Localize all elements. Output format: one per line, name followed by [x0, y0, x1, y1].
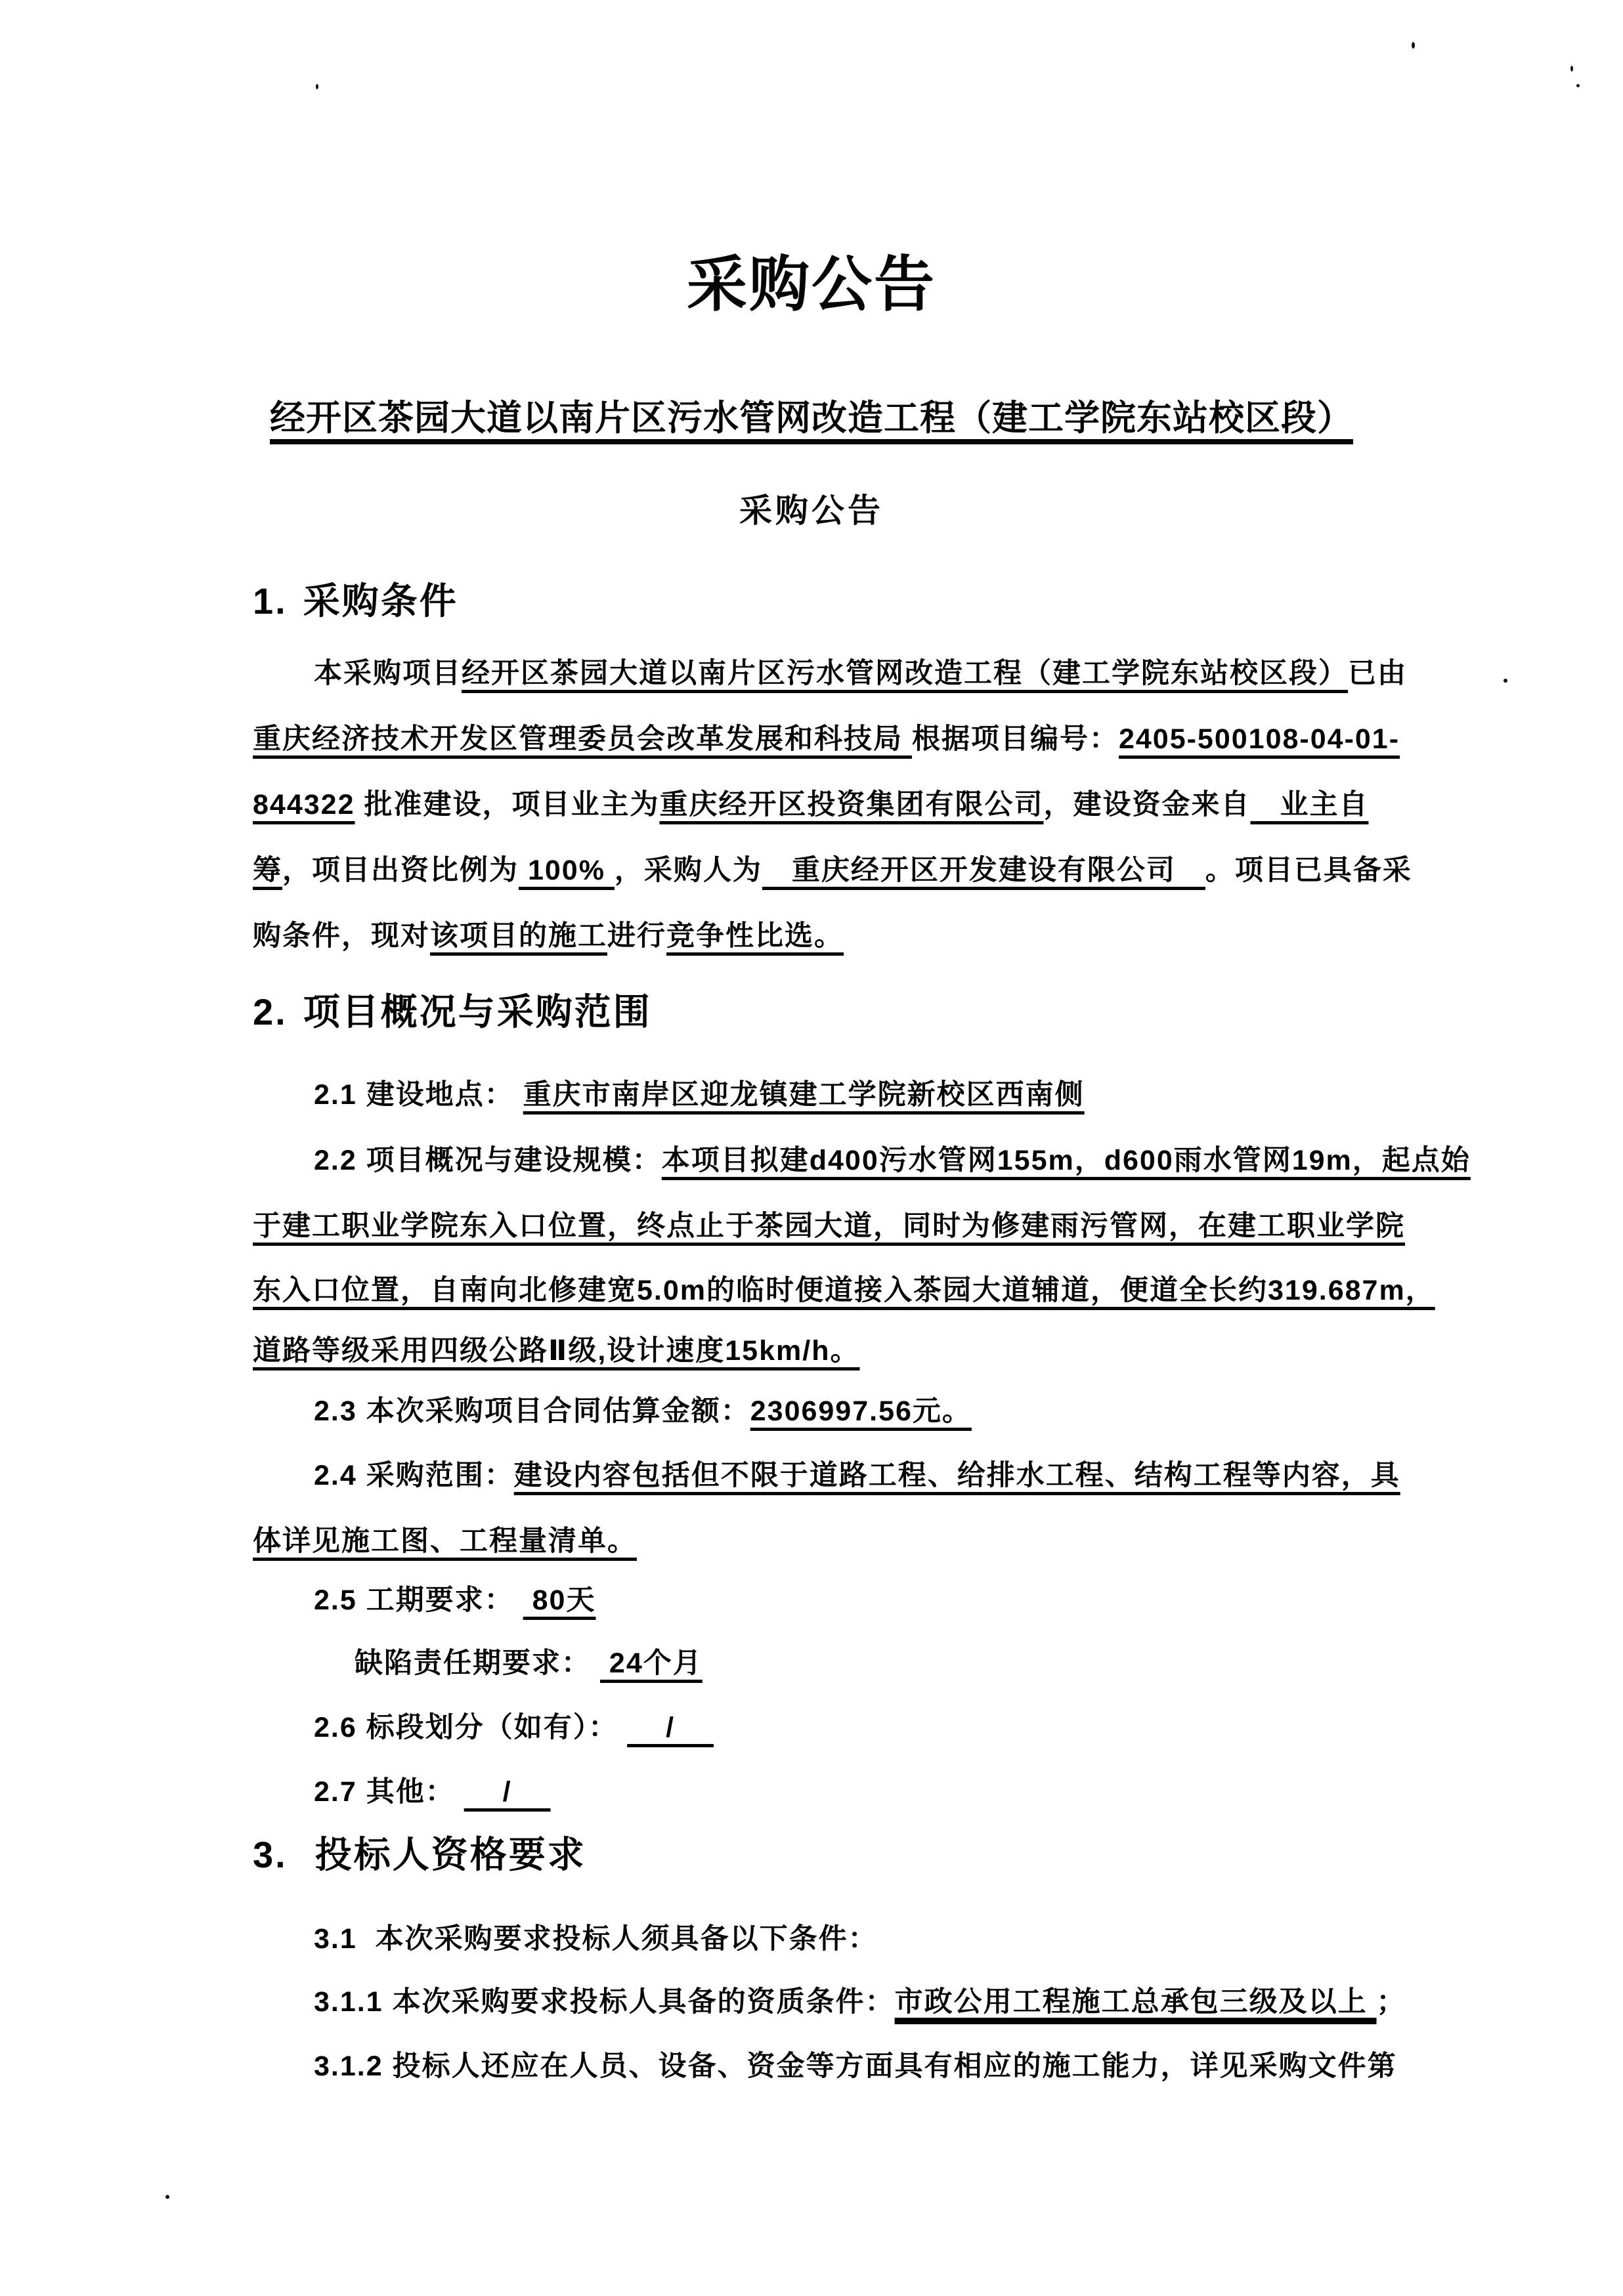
text-segment: 采购条件	[303, 580, 458, 622]
item-3-1-conditions	[314, 1917, 878, 1957]
text-segment: 缺陷责任期要求：	[355, 1648, 600, 1679]
text-segment: 2.7 其他：	[314, 1776, 464, 1808]
announcement-subtitle: 采购公告	[739, 492, 884, 529]
main-title: 采购公告	[686, 251, 936, 318]
underlined-text-segment: 80天	[523, 1584, 596, 1616]
text-segment: ，建设资金来自	[1043, 789, 1251, 820]
underlined-text-segment: 24个月	[599, 1648, 703, 1679]
scan-speck	[1576, 84, 1580, 87]
section-2-heading	[253, 983, 652, 1036]
scan-speck	[316, 84, 318, 89]
scan-speck	[1570, 66, 1573, 72]
underlined-text-segment: 建设内容包括但不限于道路工程、给排水工程、结构工程等内容，具	[513, 1460, 1400, 1491]
text-segment: 。项目已具备采	[1205, 855, 1412, 886]
underlined-text-segment: 于建工职业学院东入口位置，终点止于茶园大道，同时为修建雨污管网，在建工职业学院	[253, 1210, 1405, 1242]
s1-paragraph-line-1	[314, 651, 1407, 691]
underlined-text-segment: 100%	[519, 855, 615, 886]
text-segment: ；	[1376, 1986, 1406, 2018]
scan-speck	[165, 2195, 169, 2199]
underlined-text-segment: 844322	[253, 789, 355, 820]
underlined-text-segment: 筹	[253, 855, 282, 886]
s1-paragraph-line-4	[253, 848, 1412, 888]
item-2-2-scope-line-1	[314, 1138, 1471, 1178]
underlined-text-segment: 重庆经开区开发建设有限公司	[762, 855, 1205, 886]
underlined-text-segment: 东入口位置，自南向北修建宽5.0m的临时便道接入茶园大道辅道，便道全长约319.687m，	[253, 1275, 1435, 1306]
text-segment: 1.	[253, 580, 288, 622]
scan-speck	[1504, 679, 1507, 683]
s1-paragraph-line-5	[253, 914, 844, 954]
item-2-2-scope-line-3	[253, 1268, 1435, 1308]
item-3-1-2-capability	[314, 2044, 1397, 2084]
underlined-text-segment: 体详见施工图、工程量清单。	[253, 1525, 637, 1557]
item-2-2-scope-line-4	[253, 1329, 859, 1369]
underlined-text-segment: 经开区茶园大道以南片区污水管网改造工程（建工学院东站校区段）	[462, 658, 1348, 689]
item-2-5-duration	[314, 1578, 595, 1618]
underlined-text-segment: 该项目的施工	[430, 920, 607, 952]
item-2-4-procurement-scope-line-1	[314, 1453, 1400, 1493]
s1-paragraph-line-3	[253, 782, 1368, 822]
text-segment: 2.1 建设地点：	[314, 1079, 523, 1111]
text-segment: ，采购人为	[614, 855, 762, 886]
section-1-heading	[253, 572, 458, 625]
underlined-text-segment: 竞争性比选。	[666, 920, 844, 952]
s1-paragraph-line-2	[253, 717, 1400, 757]
text-segment: 本采购项目	[314, 658, 462, 689]
scan-speck	[1412, 42, 1415, 49]
text-segment: 进行	[607, 920, 666, 952]
underlined-text-segment: 2405-500108-04-01-	[1118, 723, 1400, 755]
text-segment: 批准建设，项目业主为	[355, 789, 660, 820]
item-2-3-contract-amount	[314, 1389, 972, 1429]
section-3-heading	[253, 1826, 586, 1879]
text-segment: 3.1.1 本次采购要求投标人具备的资质条件：	[314, 1986, 895, 2018]
text-segment: 2.2 项目概况与建设规模：	[314, 1145, 662, 1176]
text-segment: 根据项目编号：	[911, 723, 1119, 755]
underlined-text-segment: 重庆经开区投资集团有限公司	[659, 789, 1044, 820]
project-title-underlined-text: 经开区茶园大道以南片区污水管网改造工程（建工学院东站校区段）	[270, 398, 1353, 438]
text-segment: 3.1 本次采购要求投标人须具备以下条件：	[314, 1923, 878, 1955]
underlined-text-segment: 重庆市南岸区迎龙镇建工学院新校区西南侧	[523, 1079, 1085, 1111]
underlined-text-segment: /	[464, 1776, 551, 1808]
project-title-line	[0, 390, 1623, 440]
item-2-6-bid-sections	[314, 1705, 714, 1745]
text-segment: 2.3 本次采购项目合同估算金额：	[314, 1395, 750, 1427]
underlined-text-segment: 业主自	[1250, 789, 1369, 820]
item-2-4-procurement-scope-line-2	[253, 1519, 637, 1559]
underlined-text-segment: 重庆经济技术开发区管理委员会改革发展和科技局	[253, 723, 912, 755]
text-segment: 购条件，现对	[253, 920, 430, 952]
underlined-text-segment: 道路等级采用四级公路Ⅱ级,设计速度15km/h。	[253, 1335, 860, 1367]
item-2-1-location	[314, 1073, 1085, 1113]
text-segment: 2.4 采购范围：	[314, 1460, 514, 1491]
text-segment: 项目概况与采购范围	[303, 991, 652, 1032]
item-2-2-scope-line-2	[253, 1204, 1405, 1244]
underlined-text-segment: 2306997.56元。	[750, 1395, 972, 1427]
underlined-text-segment: 本项目拟建d400污水管网155m，d600雨水管网19m，起点始	[661, 1145, 1471, 1176]
underlined-text-segment: 市政公用工程施工总承包三级及以上	[894, 1986, 1377, 2018]
defect-liability-line	[355, 1641, 703, 1681]
text-segment: 2.6 标段划分（如有）：	[314, 1712, 628, 1743]
item-2-7-other	[314, 1770, 551, 1810]
text-segment: 已由	[1348, 658, 1407, 689]
text-segment: 2.5 工期要求：	[314, 1584, 523, 1616]
text-segment: 3.	[253, 1834, 288, 1875]
text-segment: 投标人资格要求	[314, 1834, 586, 1875]
text-segment: ，项目出资比例为	[282, 855, 519, 886]
underlined-text-segment: /	[627, 1712, 714, 1743]
text-segment: 3.1.2 投标人还应在人员、设备、资金等方面具有相应的施工能力，详见采购文件第	[314, 2051, 1397, 2082]
item-3-1-1-qualification	[314, 1980, 1406, 2020]
text-segment: 2.	[253, 991, 288, 1032]
